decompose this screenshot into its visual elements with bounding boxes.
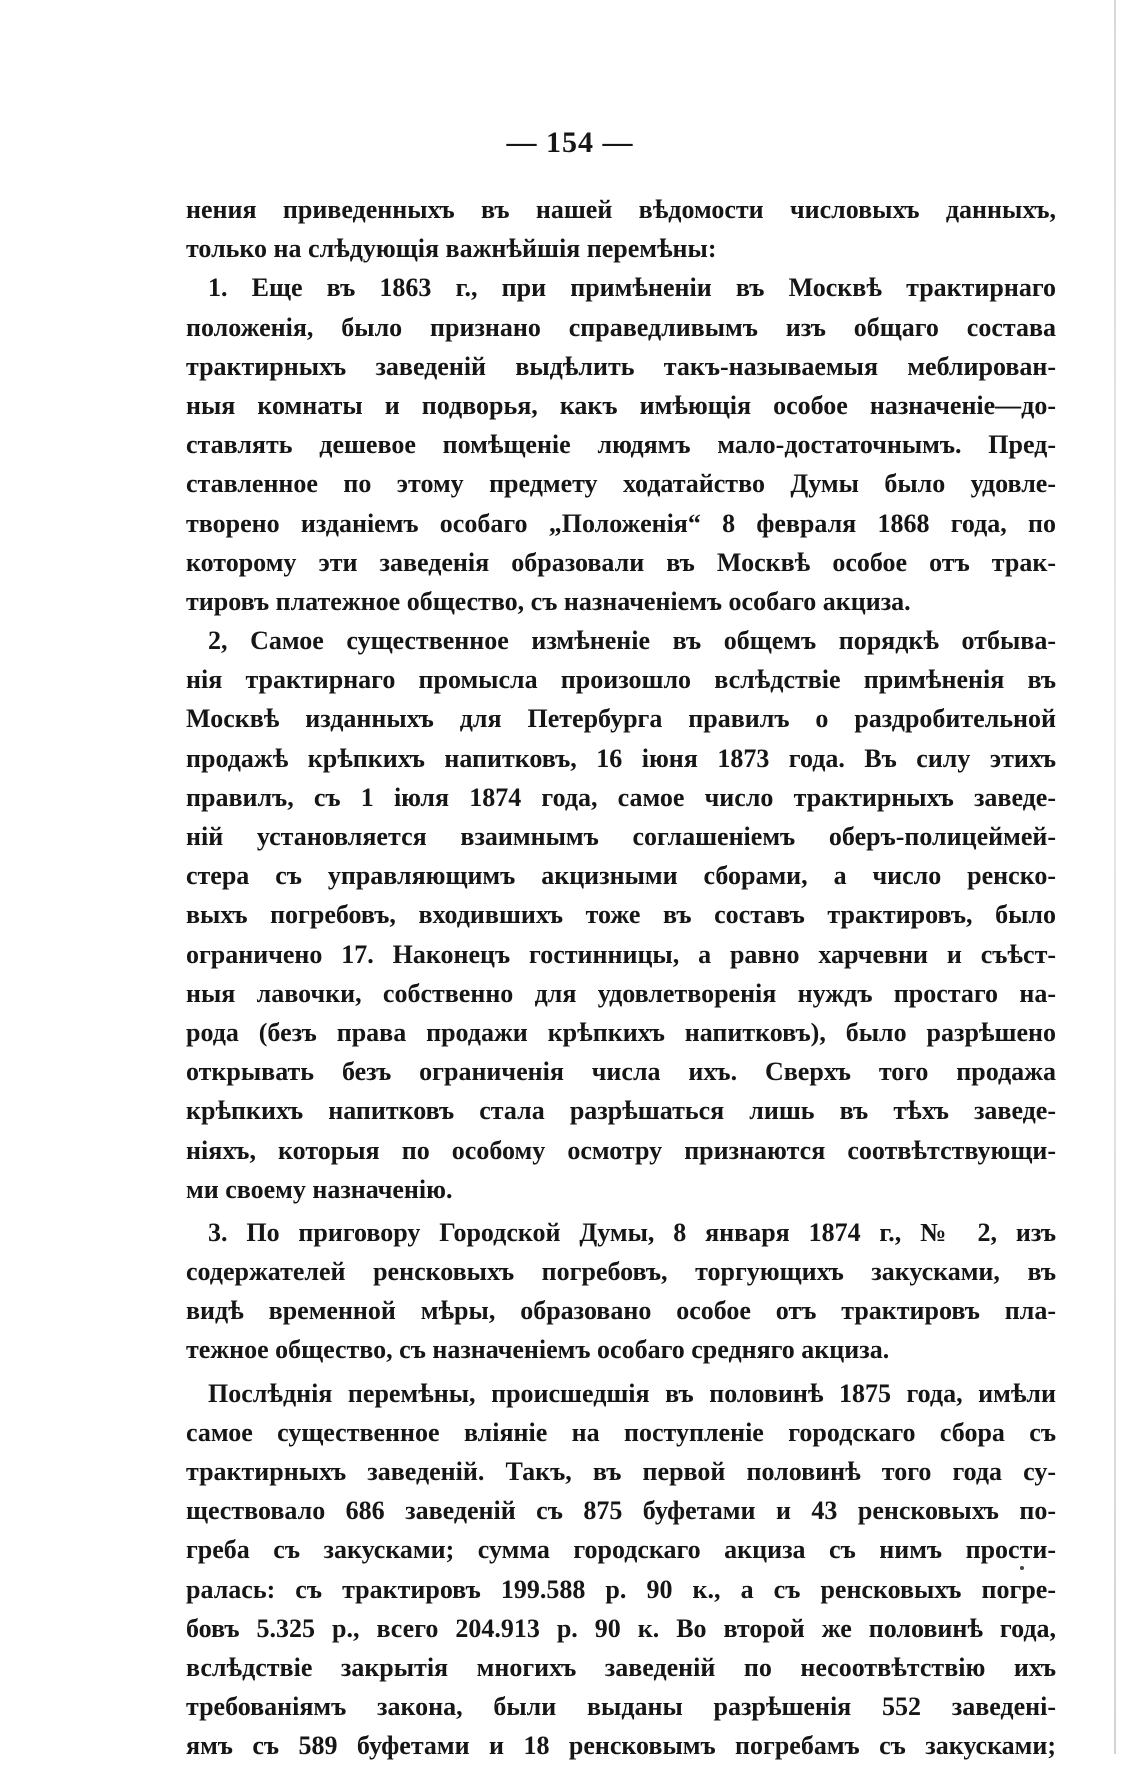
text-line: ставленное по этому предмету ходатайство Думы было удовле-	[186, 469, 1056, 499]
page-number: — 154 —	[506, 126, 634, 159]
text-line: стера съ управляющимъ акцизными сборами, а число ренско-	[186, 861, 1056, 891]
text-line: положенія, было признано справедливымъ изъ общаго состава	[186, 312, 1056, 342]
text-line: ямъ съ 589 буфетами и 18 ренсковымъ погребамъ съ закусками;	[186, 1731, 1056, 1761]
paragraph-intro	[186, 190, 1056, 268]
text-line: самое существенное вліяніе на поступленіе городскаго сбора съ	[186, 1417, 1056, 1447]
text-line: тировъ платежное общество, съ назначеніемъ особаго акциза.	[186, 586, 911, 616]
text-line: ніяхъ, которыя по особому осмотру признаются соотвѣтствующи-	[186, 1135, 1056, 1165]
text-line: вслѣдствіе закрытія многихъ заведеній по несоотвѣтствію ихъ	[186, 1652, 1056, 1682]
text-line: видѣ временной мѣры, образовано особое отъ трактировъ пла-	[186, 1296, 1056, 1326]
text-line: творено изданіемъ особаго „Положенія“ 8 февраля 1868 года, по	[186, 508, 1056, 538]
text-line: ныя лавочки, собственно для удовлетворенія нуждъ простаго на-	[186, 978, 1056, 1008]
text-line: бовъ 5.325 р., всего 204.913 р. 90 к. Во второй же половинѣ года,	[186, 1613, 1056, 1643]
text-line: ществовало 686 заведеній съ 875 буфетами и 43 ренсковыхъ по-	[186, 1496, 1056, 1526]
text-line: открывать безъ ограниченія числа ихъ. Сверхъ того продажа	[186, 1057, 1056, 1087]
text-line: трактирныхъ заведеній. Такъ, въ первой половинѣ того года су-	[186, 1457, 1056, 1486]
text-line: 3. По приговору Городской Думы, 8 января 1874 г., № 2, изъ	[208, 1217, 1056, 1247]
text-line: продажѣ крѣпкихъ напитковъ, 16 іюня 1873 года. Въ силу этихъ	[186, 743, 1056, 773]
page-edge-line	[1114, 0, 1116, 1754]
paragraph-item-3	[186, 1213, 1056, 1370]
text-line: крѣпкихъ напитковъ стала разрѣшаться лишь въ тѣхъ заведе-	[186, 1096, 1056, 1126]
scan-speck	[1020, 1566, 1024, 1570]
text-line: ставлять дешевое помѣщеніе людямъ мало-достаточнымъ. Пред-	[186, 430, 1056, 460]
text-line: Москвѣ изданныхъ для Петербурга правилъ о раздробительной	[186, 704, 1056, 734]
text-line: греба съ закусками; сумма городскаго акциза съ нимъ прости-	[186, 1535, 1056, 1565]
text-line: нения приведенныхъ въ нашей вѣдомости числовыхъ данныхъ,	[186, 195, 1056, 224]
text-line: тежное общество, съ назначеніемъ особаго средняго акциза.	[186, 1335, 890, 1365]
text-line: рода (безъ права продажи крѣпкихъ напитковъ), было разрѣшено	[186, 1017, 1056, 1047]
text-line: выхъ погребовъ, входившихъ тоже въ составъ трактировъ, было	[186, 900, 1056, 930]
text-line: только на слѣдующія важнѣйшія перемѣны:	[186, 234, 717, 264]
text-line: которому эти заведенія образовали въ Москвѣ особое отъ трак-	[186, 547, 1056, 577]
paragraph-item-2	[186, 621, 1056, 1209]
text-line: Послѣднія перемѣны, происшедшія въ половинѣ 1875 года, имѣли	[208, 1378, 1056, 1408]
body-text	[186, 190, 1056, 1766]
text-line: содержателей ренсковыхъ погребовъ, торгующихъ закусками, въ	[186, 1257, 1056, 1287]
text-line: правилъ, съ 1 іюля 1874 года, самое число трактирныхъ заведе-	[186, 782, 1056, 812]
text-line: требованіямъ закона, были выданы разрѣшенія 552 заведені-	[186, 1692, 1056, 1722]
paragraph-item-1	[186, 268, 1056, 621]
text-line: ограничено 17. Наконецъ гостинницы, а равно харчевни и съѣст-	[186, 939, 1056, 969]
text-line: 1. Еще въ 1863 г., при примѣненіи въ Москвѣ трактирнаго	[208, 273, 1056, 303]
text-line: трактирныхъ заведеній выдѣлить такъ-называемыя меблирован-	[186, 351, 1056, 381]
text-line: ній установляется взаимнымъ соглашеніемъ оберъ-полицеймей-	[186, 822, 1056, 851]
text-line: нія трактирнаго промысла произошло вслѣдствіе примѣненія въ	[186, 665, 1056, 695]
text-line: ралась: съ трактировъ 199.588 р. 90 к., а съ ренсковыхъ погре-	[186, 1574, 1056, 1604]
paragraph-closing	[186, 1374, 1056, 1766]
text-line: 2, Самое существенное измѣненіе въ общемъ порядкѣ отбыва-	[208, 626, 1056, 656]
text-line: ныя комнаты и подворья, какъ имѣющія особое назначеніе—до-	[186, 390, 1056, 420]
text-line: ми своему назначенію.	[186, 1174, 453, 1204]
